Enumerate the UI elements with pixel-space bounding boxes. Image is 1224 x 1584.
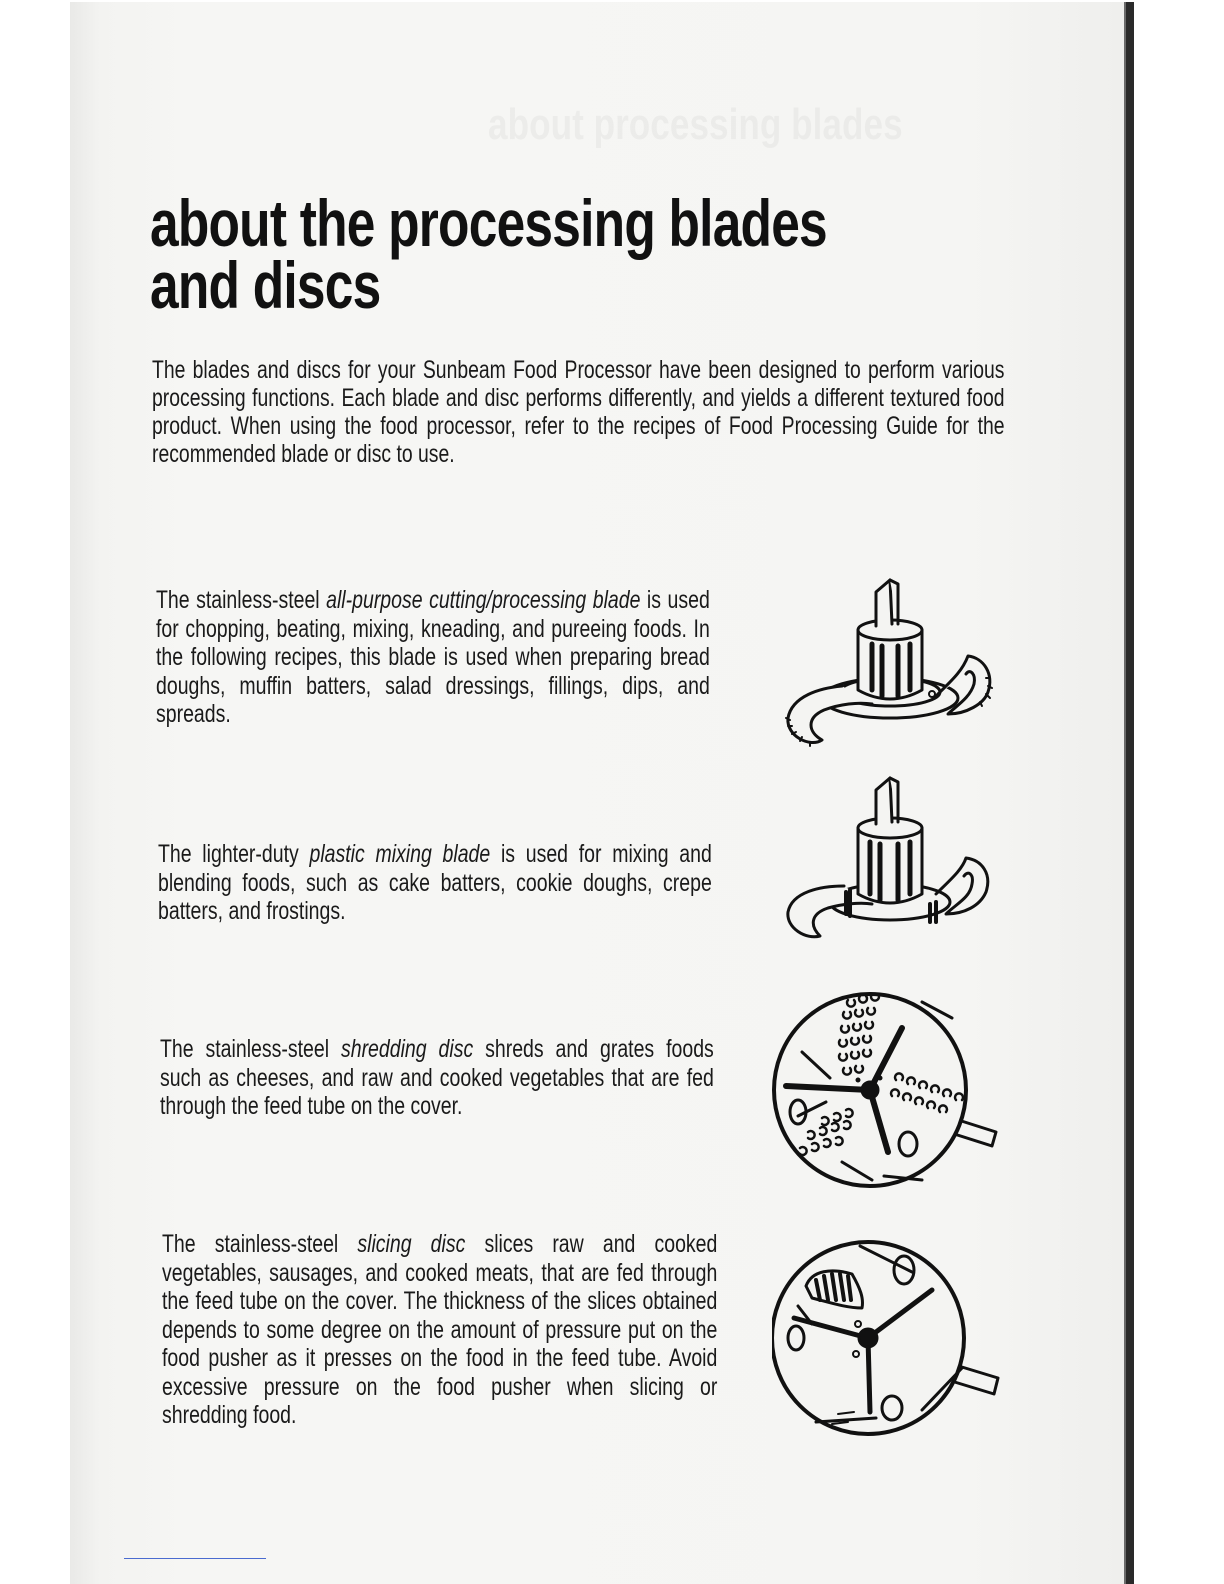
page-binding-edge (1126, 2, 1134, 1584)
all-purpose-blade-description (156, 586, 710, 729)
page-title (150, 186, 827, 322)
disc-name: shredding disc (340, 1035, 474, 1063)
show-through-heading (488, 100, 903, 150)
description-body: is used for mixing and blending foods, such as cake batters, cookie doughs, crepe batters, and frostings. (158, 840, 712, 925)
blade-name: plastic mixing blade (309, 840, 491, 868)
description-lead: The stainless-steel (162, 1230, 358, 1258)
description-lead: The stainless-steel (156, 586, 327, 614)
slicing-disc-illustration (772, 1228, 1004, 1454)
description-body: slices raw and cooked vegetables, sausages, and cooked meats, that are fed through the feed tube on the cover. The thickness of the slices obtained depends to some degree on the amount of pressure put on the food pusher as it presses on the food in the feed tube. Avoid excessive pressure on the food pusher when slicing or shredding food. (162, 1230, 718, 1429)
blade-name: all-purpose cutting/processing blade (326, 586, 641, 614)
disc-name: slicing disc (357, 1230, 466, 1258)
intro-paragraph: The blades and discs for your Sunbeam Food Processor have been designed to perform various processing functions. Each blade and disc performs differently, and yields a different textured food product. When using the food processor, refer to the recipes of Food Processing Guide for the recommended blade or disc to use. (152, 356, 1005, 468)
plastic-mixing-blade-description (158, 840, 712, 926)
page-title-line-2: and discs (150, 248, 381, 322)
all-purpose-blade-illustration (780, 578, 1000, 750)
description-lead: The lighter-duty (158, 840, 310, 868)
page-title-line-1: about the processing blades (150, 186, 827, 260)
footer-link-underline (124, 1558, 266, 1559)
shredding-disc-description (160, 1035, 714, 1121)
description-body: is used for chopping, beating, mixing, kneading, and pureeing foods. In the following recipes, this blade is used when preparing bread doughs, muffin batters, salad dressings, fillings, dips, and spreads. (156, 586, 710, 728)
plastic-mixing-blade-illustration (780, 776, 1000, 948)
slicing-disc-description (162, 1230, 717, 1430)
description-body: shreds and grates foods such as cheeses, and raw and cooked vegetables that are fed through the feed tube on the cover. (160, 1035, 714, 1120)
shredding-disc-illustration (772, 982, 1004, 1206)
description-lead: The stainless-steel (160, 1035, 341, 1063)
